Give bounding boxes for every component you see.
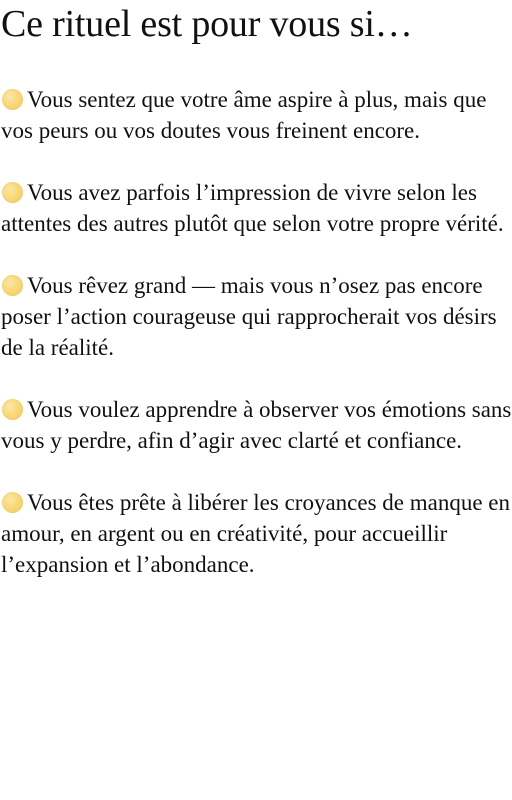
list-item-text: Vous avez parfois l’impression de vivre selon les attentes des autres plutôt que selon votre propre vérité. [1,180,504,236]
criteria-list [0,84,512,611]
list-item [0,270,512,363]
yellow-circle-icon [2,182,23,203]
list-item-text: Vous voulez apprendre à observer vos émotions sans vous y perdre, afin d’agir avec clarté et confiance. [1,397,512,453]
yellow-circle-icon [2,492,23,513]
yellow-circle-icon [2,275,23,296]
list-item [0,487,512,580]
yellow-circle-icon [2,399,23,420]
list-item-text: Vous sentez que votre âme aspire à plus, mais que vos peurs ou vos doutes vous freinent encore. [1,87,487,143]
list-item [0,394,512,456]
yellow-circle-icon [2,89,23,110]
list-item [0,84,512,146]
list-item-text: Vous êtes prête à libérer les croyances de manque en amour, en argent ou en créativité, pour accueillir l’expansion et l’abondance. [1,490,511,577]
list-item-text: Vous rêvez grand — mais vous n’osez pas encore poser l’action courageuse qui rapprocherait vos désirs de la réalité. [1,273,497,360]
list-item [0,177,512,239]
page-title: Ce rituel est pour vous si… [1,3,413,45]
